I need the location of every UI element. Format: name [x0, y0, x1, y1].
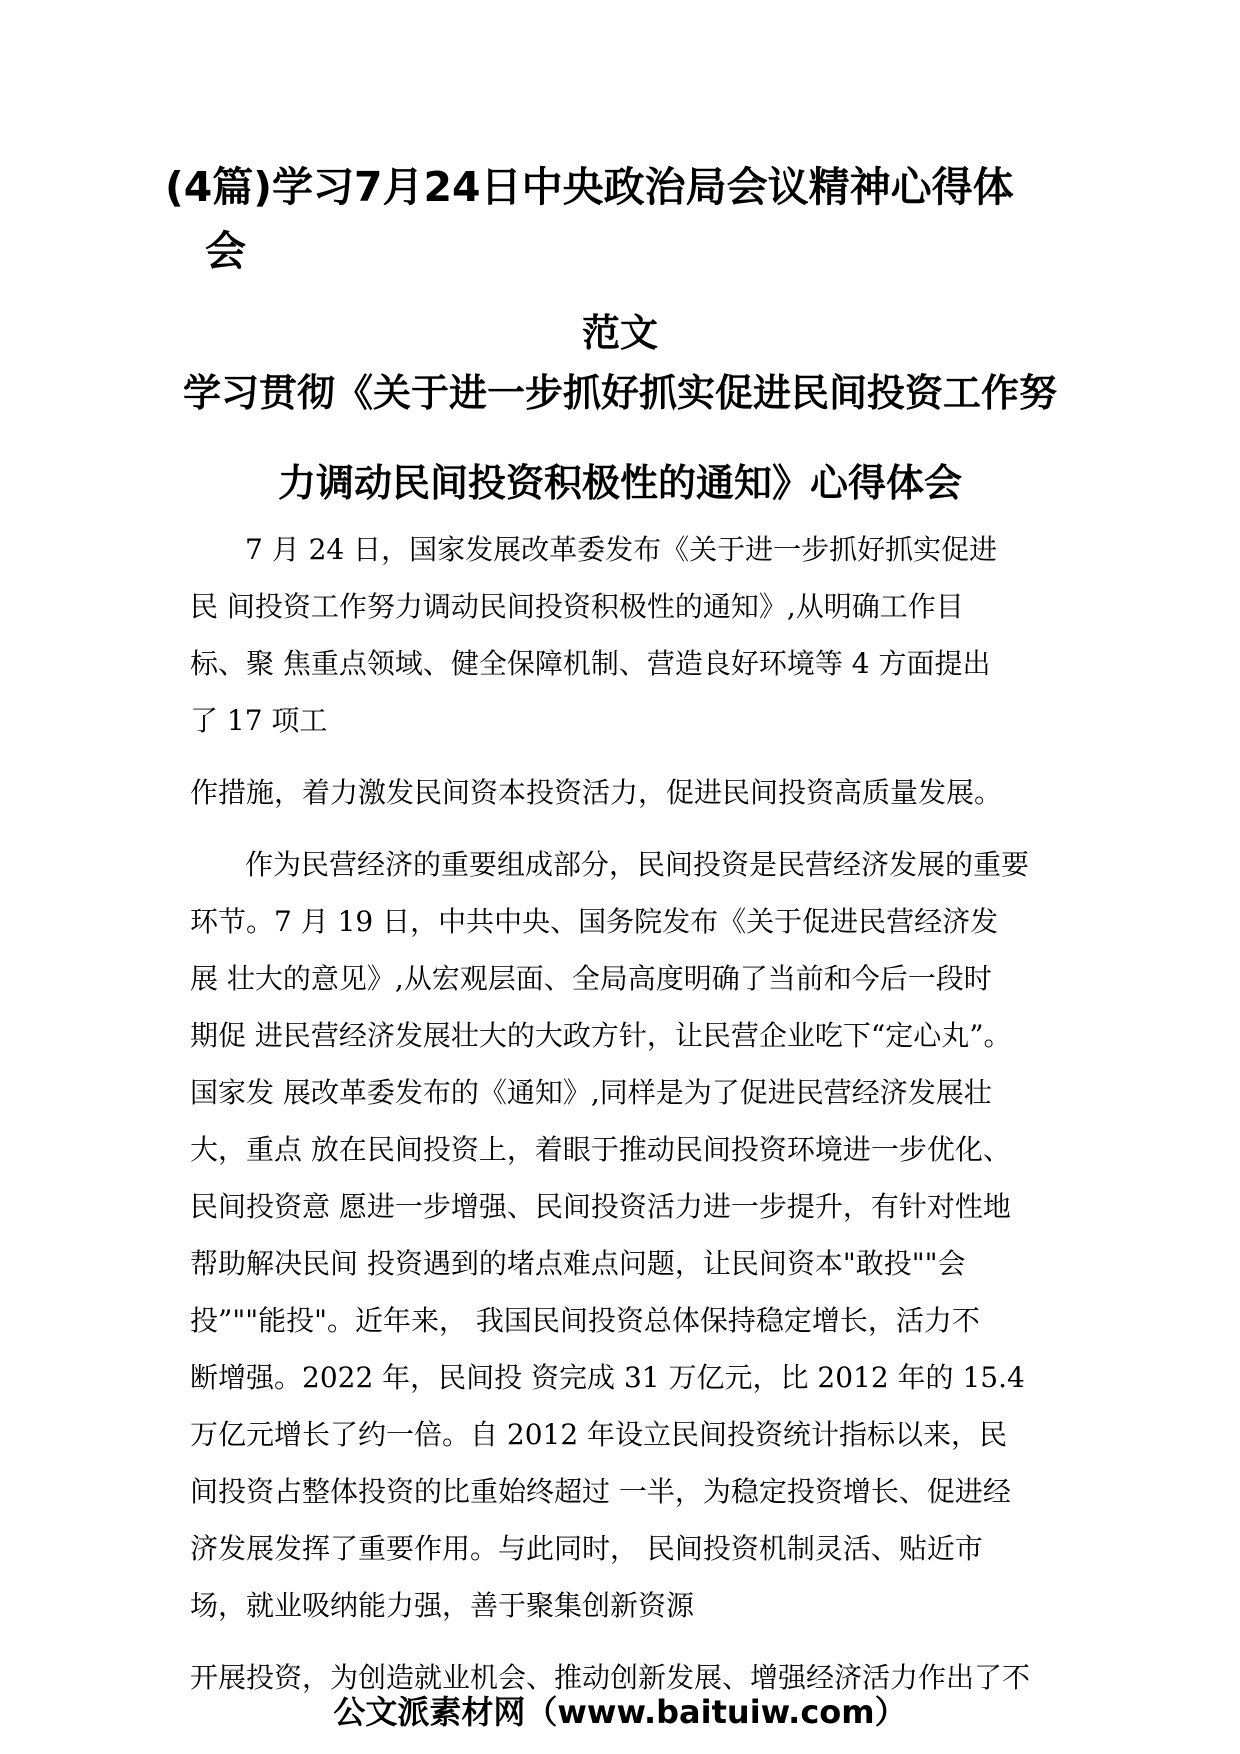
body-line: 场，就业吸纳能力强，善于聚集创新资源 [190, 1589, 695, 1622]
body-line: 投”""能投"。近年来， 我国民间投资总体保持稳定增长，活力不 [190, 1304, 980, 1337]
body-line: 国家发 展改革委发布的《通知》,同样是为了促进民营经济发展壮 [190, 1076, 992, 1109]
document-title-line-1: (4篇)学习7月24日中央政治局会议精神心得体 [165, 163, 1014, 211]
body-line: 期促 进民营经济发展壮大的大政方针，让民营企业吃下“定心丸”。 [190, 1019, 1012, 1052]
body-line: 标、聚 焦重点领域、健全保障机制、营造良好环境等 4 方面提出 [190, 647, 991, 680]
body-line: 帮助解决民间 投资遇到的堵点难点问题，让民间资本"敢投""会 [190, 1247, 966, 1280]
body-line: 间投资占整体投资的比重始终超过 一半，为稳定投资增长、促进经 [190, 1475, 1011, 1508]
body-line: 开展投资，为创造就业机会、推动创新发展、增强经济活力作出了不 [190, 1661, 1031, 1694]
body-line: 了 17 项工 [190, 704, 328, 737]
essay-title-line-2: 力调动民间投资积极性的通知》心得体会 [277, 461, 962, 505]
document-title-line-2: 会 [205, 227, 246, 275]
body-line: 7 月 24 日，国家发展改革委发布《关于进一步抓好抓实促进 [245, 533, 998, 566]
body-line: 作措施，着力激发民间资本投资活力，促进民间投资高质量发展。 [190, 776, 1003, 809]
body-line: 济发展发挥了重要作用。与此同时， 民间投资机制灵活、贴近市 [190, 1532, 983, 1565]
body-line: 民间投资意 愿进一步增强、民间投资活力进一步提升，有针对性地 [190, 1190, 1011, 1223]
body-line: 作为民营经济的重要组成部分，民间投资是民营经济发展的重要 [245, 848, 1030, 881]
essay-title-line-1: 学习贯彻《关于进一步抓好抓实促进民间投资工作努 [182, 371, 1057, 415]
section-label: 范文 [581, 311, 658, 355]
body-line: 大，重点 放在民间投资上，着眼于推动民间投资环境进一步优化、 [190, 1133, 1011, 1166]
body-line: 万亿元增长了约一倍。自 2012 年设立民间投资统计指标以来，民 [190, 1418, 1008, 1451]
body-line: 展 壮大的意见》,从宏观层面、全局高度明确了当前和今后一段时 [190, 962, 992, 995]
document-title [165, 155, 1065, 283]
body-line: 环节。7 月 19 日，中共中央、国务院发布《关于促进民营经济发 [190, 905, 999, 938]
body-line: 民 间投资工作努力调动民间投资积极性的通知》,从明确工作目 [190, 590, 964, 623]
footer-watermark: 公文派素材网（www.baituiw.com） [333, 1693, 907, 1731]
body-line: 断增强。2022 年，民间投 资完成 31 万亿元，比 2012 年的 15.4 [190, 1361, 1025, 1394]
